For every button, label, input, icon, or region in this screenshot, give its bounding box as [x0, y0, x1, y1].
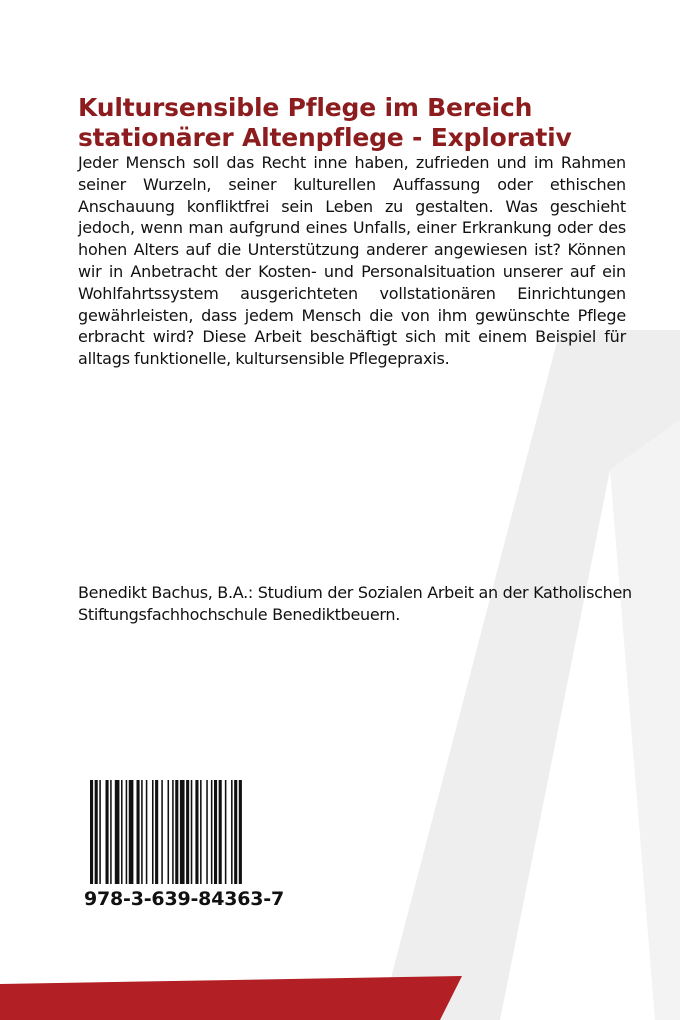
- barcode-bar: [95, 780, 98, 884]
- barcode-bar: [110, 780, 112, 884]
- barcode-bar: [152, 780, 154, 884]
- barcode-bar: [106, 780, 109, 884]
- title-line-2: stationärer Altenpflege - Explorativ: [78, 122, 572, 152]
- barcode-bar: [211, 780, 213, 884]
- blurb-text: Jeder Mensch soll das Recht inne haben, zufrieden und im Rahmen seiner Wurzeln, seiner kulturellen Auffassung oder ethischen Anschauung konfliktfrei sein Leben zu gestalten. Was geschieht jedoch, wenn man aufgrund eines Unfalls, einer Erkrankung oder des hohen Alters auf die Unterstützung anderer angewiesen ist? Können wir in Anbetracht der Kosten- und Personalsituation unserer auf ein Wohlfahrtssystem ausgerichteten vollstationären Einrichtungen gewährleisten, dass jedem Mensch die von ihm gewünschte Pflege erbracht wird? Diese Arbeit beschäftigt sich mit einem Beispiel für alltags funktionelle, kultursensible Pflegepraxis.: [78, 153, 626, 369]
- barcode-bar: [225, 780, 227, 884]
- barcode-bar: [161, 780, 163, 884]
- barcode-bar: [126, 780, 128, 884]
- title-line-1: Kultursensible Pflege im Bereich: [78, 92, 533, 122]
- barcode-bar: [231, 780, 233, 884]
- barcode-bar: [129, 780, 134, 884]
- barcode-bar: [137, 780, 140, 884]
- barcode-bar: [214, 780, 217, 884]
- barcode-bar: [191, 780, 193, 884]
- barcode-bar: [239, 780, 242, 884]
- barcode-bar: [146, 780, 148, 884]
- barcode-bar: [206, 780, 208, 884]
- barcode-bar: [115, 780, 120, 884]
- barcode-bar: [234, 780, 237, 884]
- isbn-number: 978-3-639-84363-7: [83, 888, 284, 910]
- barcode-bar: [180, 780, 185, 884]
- barcode-bar: [186, 780, 189, 884]
- barcode-bar: [219, 780, 222, 884]
- barcode-block: [78, 770, 290, 910]
- barcode-bar: [141, 780, 143, 884]
- barcode-bar: [155, 780, 158, 884]
- barcode-bar: [200, 780, 202, 884]
- barcode: [90, 780, 278, 884]
- red-band-shape: [0, 976, 462, 1020]
- barcode-bar: [195, 780, 198, 884]
- watermark-a-right-leg: [610, 420, 680, 1020]
- author-bio: Benedikt Bachus, B.A.: Studium der Sozialen Arbeit an der Katholischen Stiftungsfachhochschule Benediktbeuern.: [78, 583, 632, 624]
- barcode-bar: [121, 780, 123, 884]
- barcode-bar: [99, 780, 101, 884]
- barcode-bar: [90, 780, 93, 884]
- barcode-bar: [175, 780, 178, 884]
- barcode-bar: [168, 780, 170, 884]
- barcode-bar: [172, 780, 174, 884]
- book-title: [78, 93, 638, 153]
- red-footer-band: [0, 976, 680, 1020]
